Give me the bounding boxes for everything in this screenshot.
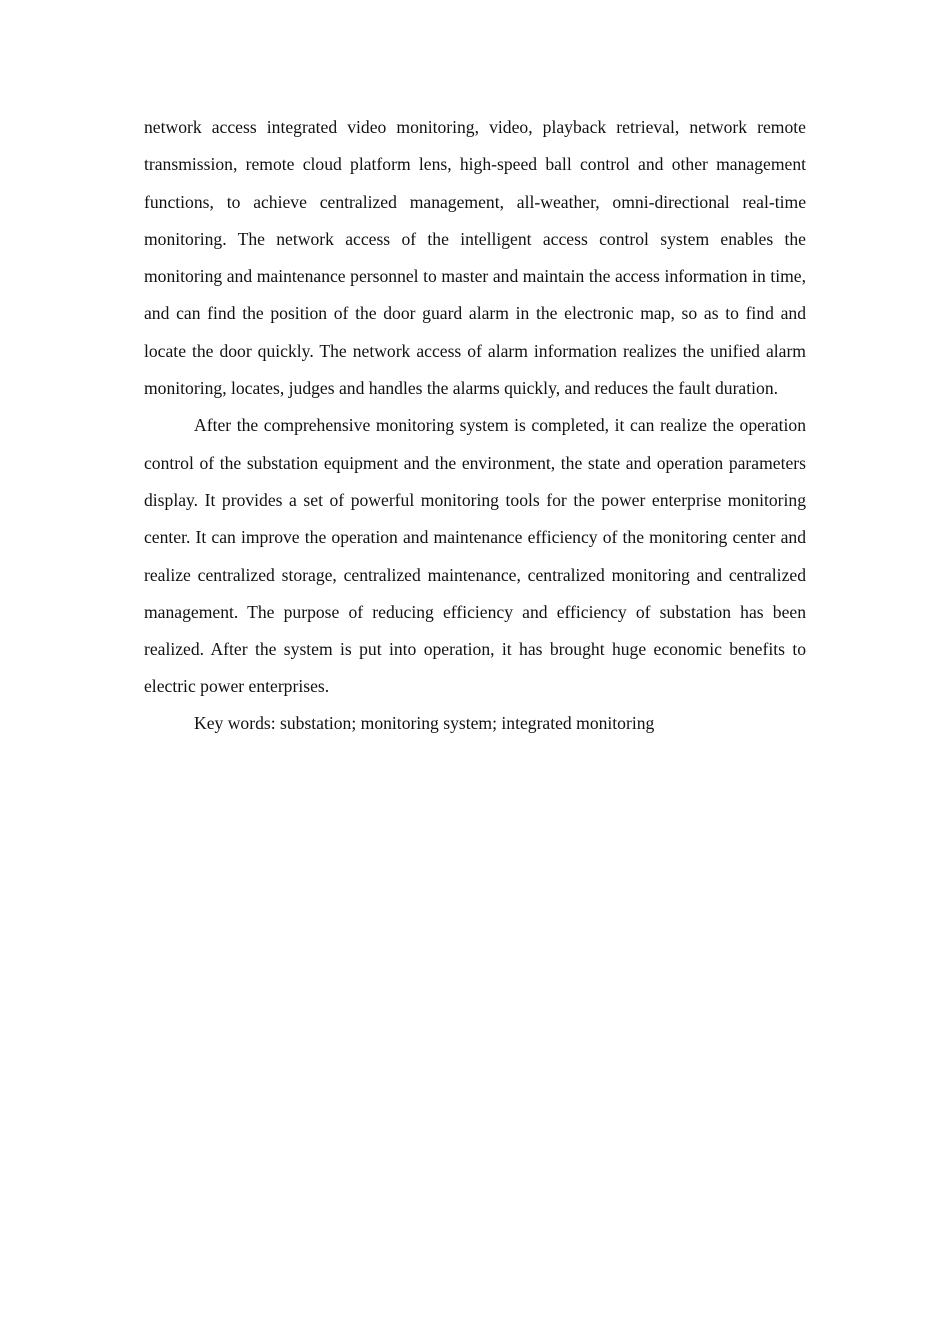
keywords-line: Key words: substation; monitoring system; integrated monitoring	[194, 712, 655, 733]
paragraph-continuation: network access integrated video monitoring, video, playback retrieval, network remote transmission, remote cloud platform lens, high-speed ball control and other management functions, to achieve centralized management, all-weather, omni-directional real-time monitoring. The network access of the intelligent access control system enables the monitoring and maintenance personnel to master and maintain the access information in time, and can find the position of the door guard alarm in the electronic map, so as to find and locate the door quickly. The network access of alarm information realizes the unified alarm monitoring, locates, judges and handles the alarms quickly, and reduces the fault duration.	[144, 117, 806, 399]
abstract-body	[144, 109, 806, 740]
paragraph-summary: After the comprehensive monitoring system is completed, it can realize the operation control of the substation equipment and the environment, the state and operation parameters display. It provides a set of powerful monitoring tools for the power enterprise monitoring center. It can improve the operation and maintenance efficiency of the monitoring center and realize centralized storage, centralized maintenance, centralized monitoring and centralized management. The purpose of reducing efficiency and efficiency of substation has been realized. After the system is put into operation, it has brought huge economic benefits to electric power enterprises.	[144, 415, 806, 697]
